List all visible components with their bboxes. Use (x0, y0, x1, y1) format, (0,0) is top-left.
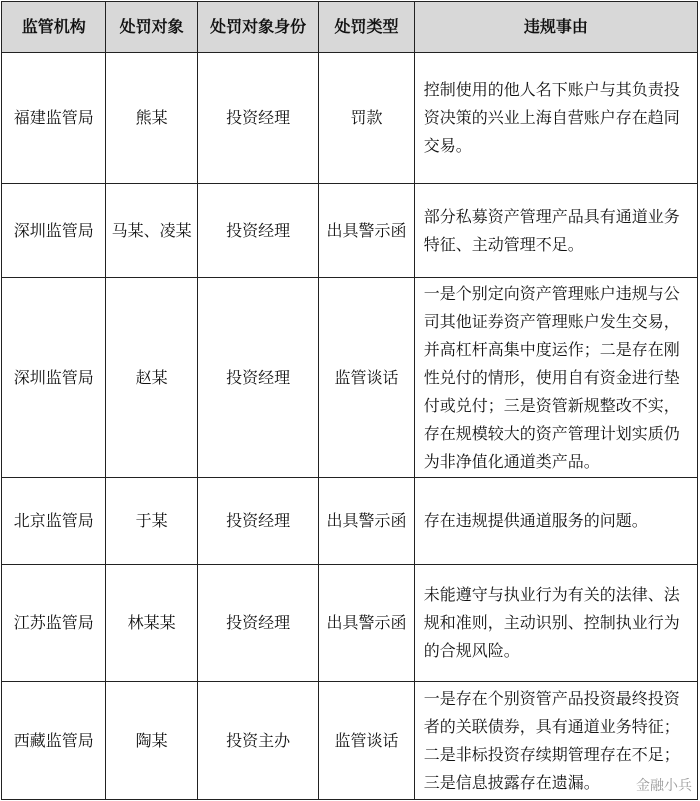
table-row (2, 184, 698, 278)
agency-cell: 深圳监管局 (2, 278, 106, 478)
reason-cell: 一是个别定向资产管理账户违规与公司其他证券资产管理账户发生交易，并高杠杆高集中度运作；二是存在刚性兑付的情形，使用自有资金进行垫付或兑付；三是资管新规整改不实，存在规模较大的资产管理计划实质仍为非净值化通道类产品。 (414, 278, 697, 478)
target-cell: 林某某 (106, 565, 197, 682)
type-cell: 出具警示函 (319, 565, 414, 682)
table-row (2, 478, 698, 565)
type-cell: 出具警示函 (319, 184, 414, 278)
target-cell: 马某、凌某 (106, 184, 197, 278)
reason-cell: 存在违规提供通道服务的问题。 (414, 478, 697, 565)
type-cell: 监管谈话 (319, 278, 414, 478)
target-cell: 于某 (106, 478, 197, 565)
reason-cell: 一是存在个别资管产品投资最终投资者的关联债券，具有通道业务特征；二是非标投资存续期管理存在不足；三是信息披露存在遗漏。 (414, 682, 697, 800)
table-row (2, 53, 698, 184)
identity-cell: 投资经理 (197, 565, 319, 682)
type-cell: 出具警示函 (319, 478, 414, 565)
agency-cell: 江苏监管局 (2, 565, 106, 682)
agency-cell: 福建监管局 (2, 53, 106, 184)
watermark: 金融小兵 (636, 778, 692, 794)
header-type: 处罚类型 (319, 2, 414, 53)
header-agency: 监管机构 (2, 2, 106, 53)
reason-cell: 部分私募资产管理产品具有通道业务特征、主动管理不足。 (414, 184, 697, 278)
type-cell: 罚款 (319, 53, 414, 184)
reason-cell: 未能遵守与执业行为有关的法律、法规和准则，主动识别、控制执业行为的合规风险。 (414, 565, 697, 682)
reason-cell: 控制使用的他人名下账户与其负责投资决策的兴业上海自营账户存在趋同交易。 (414, 53, 697, 184)
penalty-table (1, 1, 698, 800)
target-cell: 赵某 (106, 278, 197, 478)
identity-cell: 投资主办 (197, 682, 319, 800)
agency-cell: 北京监管局 (2, 478, 106, 565)
type-cell: 监管谈话 (319, 682, 414, 800)
identity-cell: 投资经理 (197, 478, 319, 565)
header-identity: 处罚对象身份 (197, 2, 319, 53)
agency-cell: 西藏监管局 (2, 682, 106, 800)
target-cell: 熊某 (106, 53, 197, 184)
header-target: 处罚对象 (106, 2, 197, 53)
table-row (2, 682, 698, 800)
identity-cell: 投资经理 (197, 184, 319, 278)
identity-cell: 投资经理 (197, 278, 319, 478)
table-row (2, 565, 698, 682)
table-row (2, 278, 698, 478)
target-cell: 陶某 (106, 682, 197, 800)
header-row (2, 2, 698, 53)
header-reason: 违规事由 (414, 2, 697, 53)
agency-cell: 深圳监管局 (2, 184, 106, 278)
identity-cell: 投资经理 (197, 53, 319, 184)
